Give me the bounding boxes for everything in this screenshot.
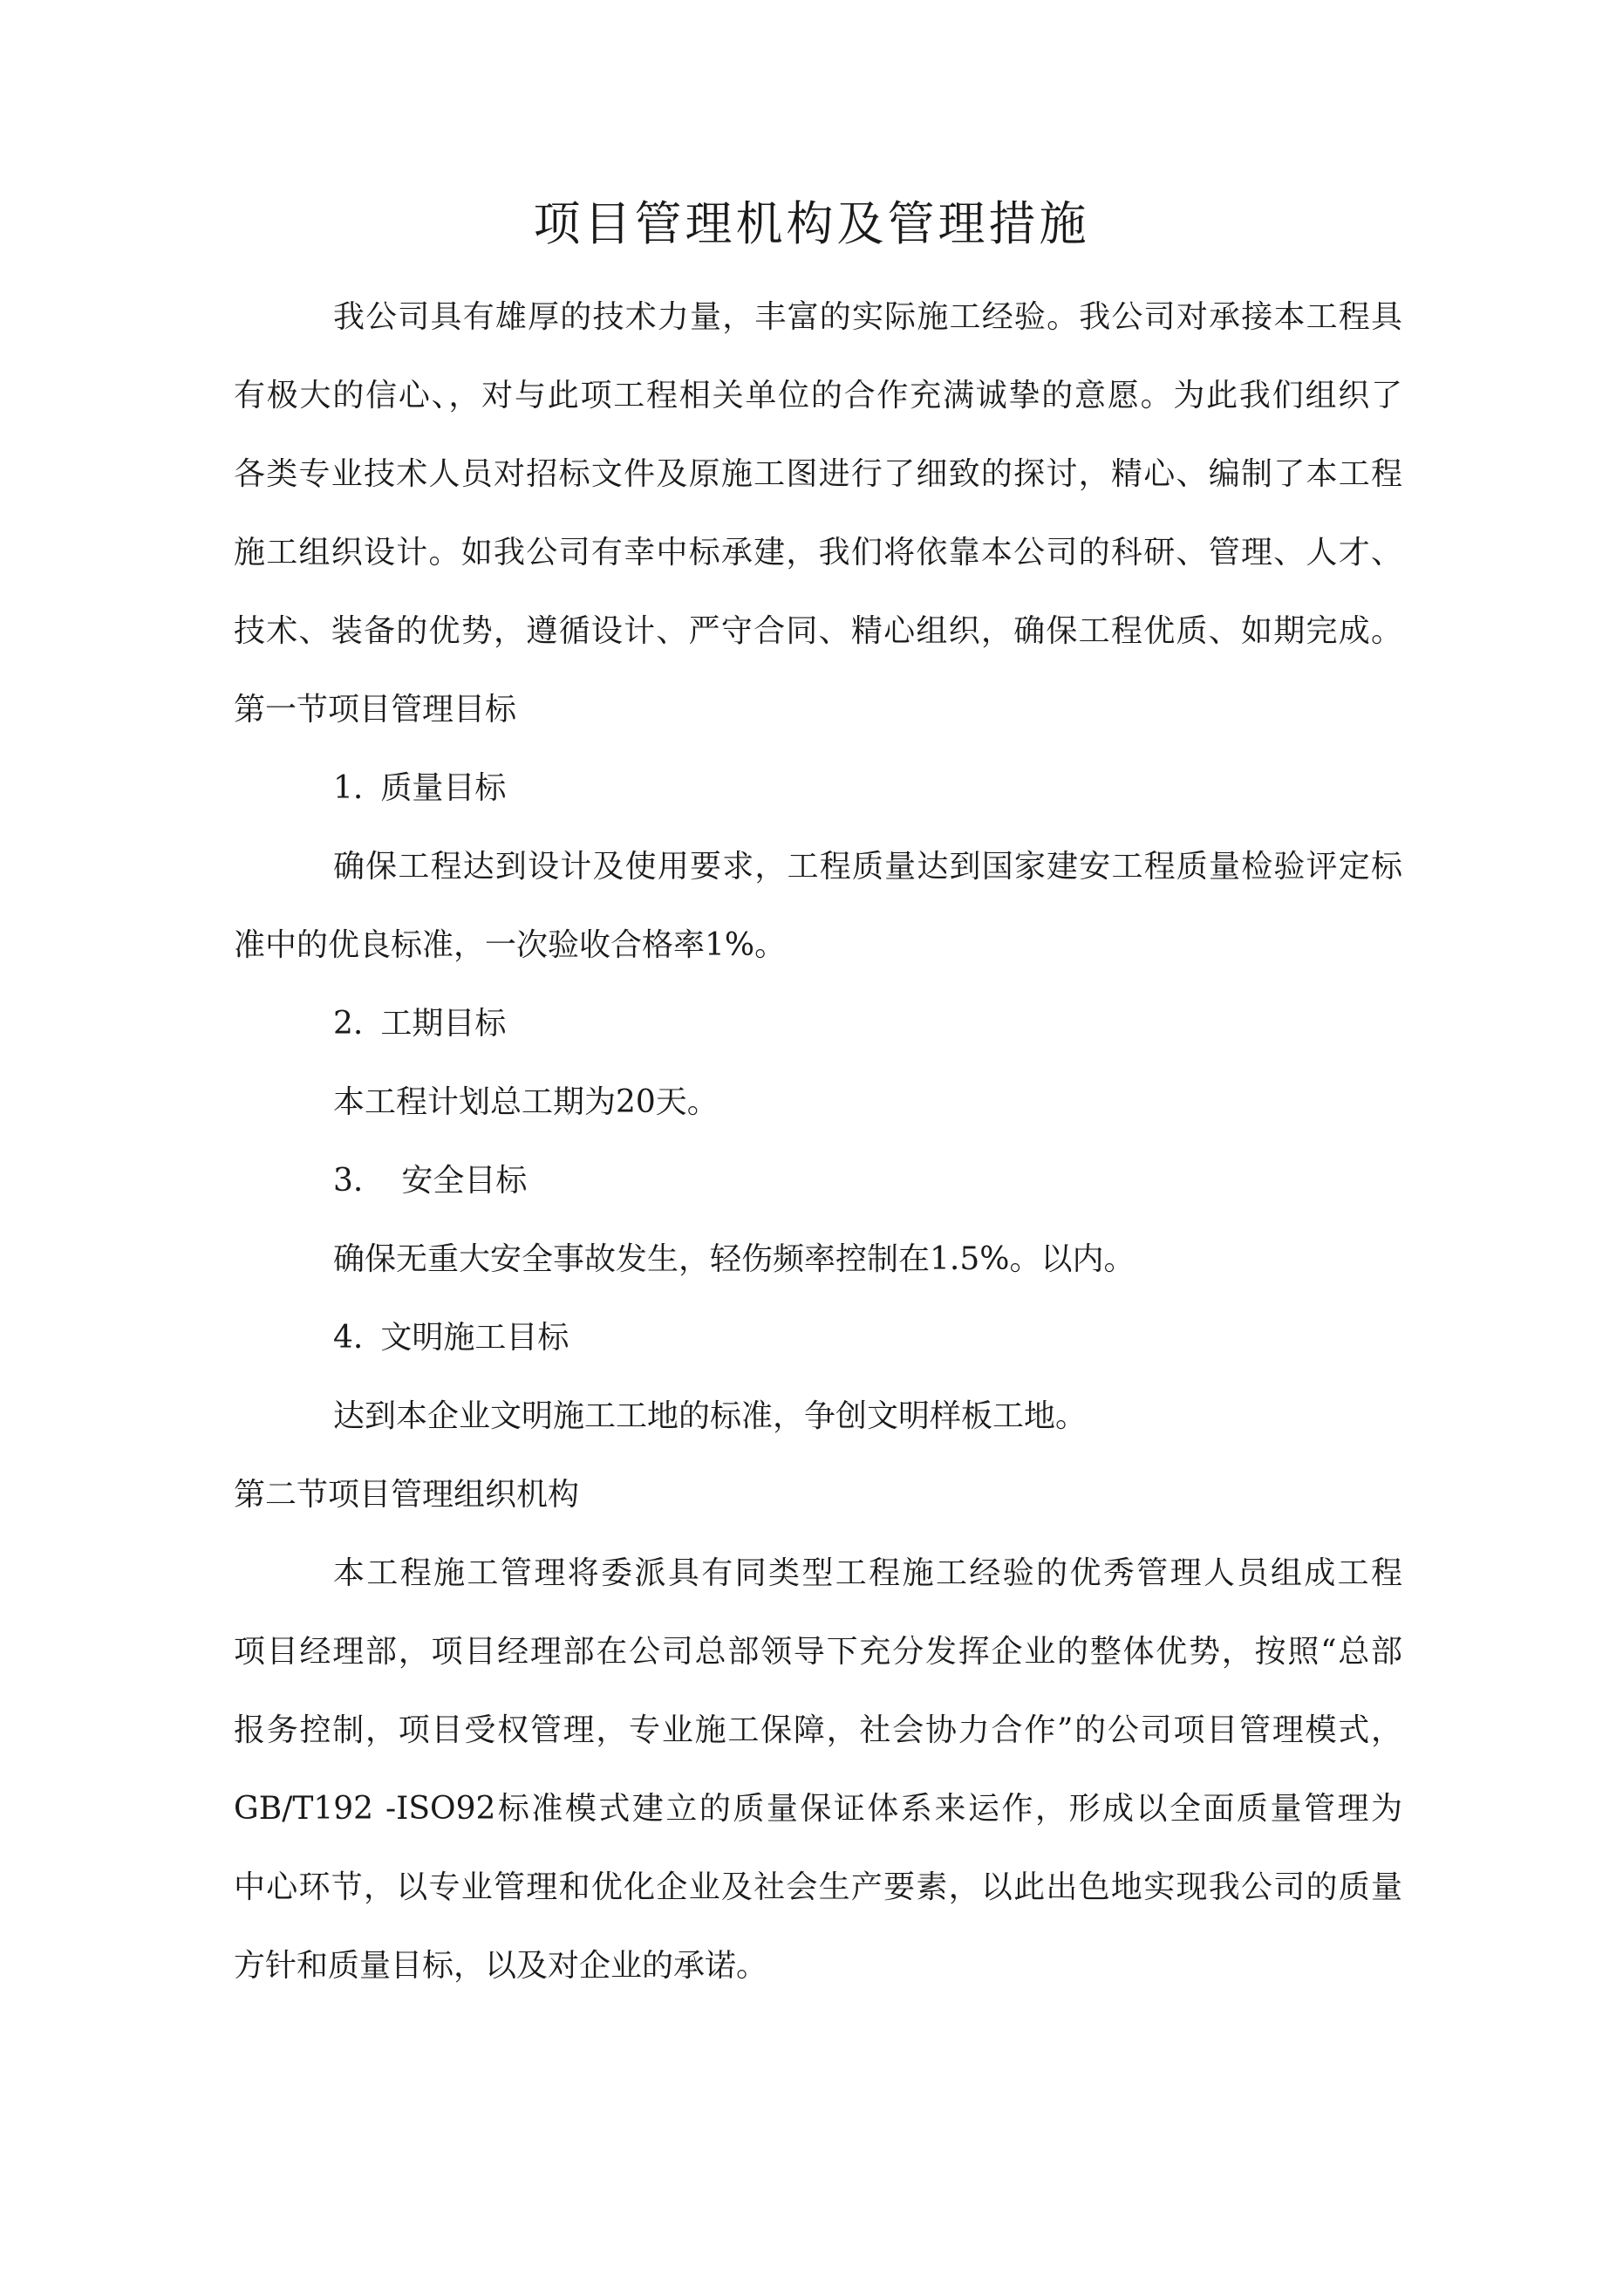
goal-number: 2. <box>333 1006 364 1042</box>
intro-line: 我公司具有雄厚的技术力量，丰富的实际施工经验。我公司对承接本工程具 <box>333 299 1402 335</box>
goal-text: 确保无重大安全事故发生，轻伤频率控制在1.5%。以内。 <box>333 1241 1135 1277</box>
section-heading: 第一节项目管理目标 <box>234 692 517 728</box>
section-text-line: 本工程施工管理将委派具有同类型工程施工经验的优秀管理人员组成工程 <box>333 1555 1402 1591</box>
goal-heading <box>333 1003 506 1045</box>
section-text-line: GB/T192 -ISO92标准模式建立的质量保证体系来运作，形成以全面质量管理为 <box>234 1791 1402 1827</box>
intro-line: 施工组织设计。如我公司有幸中标承建，我们将依靠本公司的科研、管理、人才、 <box>234 535 1402 571</box>
goal-label: 工期目标 <box>380 1006 507 1042</box>
section-text-line: 方针和质量目标，以及对企业的承诺。 <box>234 1948 768 1984</box>
goal-text: 达到本企业文明施工工地的标准，争创文明样板工地。 <box>333 1398 1088 1434</box>
goal-text: 准中的优良标准，一次验收合格率1%。 <box>234 927 787 963</box>
goal-number: 3. <box>333 1163 364 1199</box>
section-heading: 第二节项目管理组织机构 <box>234 1477 580 1513</box>
goal-heading <box>333 768 506 810</box>
document-title: 项目管理机构及管理措施 <box>533 196 1090 251</box>
goal-text: 确保工程达到设计及使用要求，工程质量达到国家建安工程质量检验评定标 <box>333 849 1402 885</box>
goal-number: 4. <box>333 1320 364 1356</box>
goal-label: 质量目标 <box>380 770 507 806</box>
goal-label: 文明施工目标 <box>380 1320 569 1356</box>
goal-heading <box>333 1317 569 1359</box>
goal-label: 安全目标 <box>401 1163 528 1199</box>
goal-heading <box>333 1160 527 1202</box>
intro-line: 各类专业技术人员对招标文件及原施工图进行了细致的探讨，精心、编制了本工程 <box>234 456 1402 492</box>
intro-line: 有极大的信心、，对与此项工程相关单位的合作充满诚挚的意愿。为此我们组织了 <box>234 378 1402 413</box>
intro-line: 技术、装备的优势，遵循设计、严守合同、精心组织，确保工程优质、如期完成。 <box>234 613 1402 649</box>
section-text-line: 报务控制，项目受权管理，专业施工保障，社会协力合作”的公司项目管理模式， <box>234 1712 1402 1748</box>
section-text-line: 中心环节，以专业管理和优化企业及社会生产要素，以此出色地实现我公司的质量 <box>234 1869 1402 1905</box>
goal-number: 1. <box>333 770 364 806</box>
section-text-line: 项目经理部，项目经理部在公司总部领导下充分发挥企业的整体优势，按照“总部 <box>234 1634 1402 1670</box>
goal-text: 本工程计划总工期为20天。 <box>333 1084 719 1120</box>
